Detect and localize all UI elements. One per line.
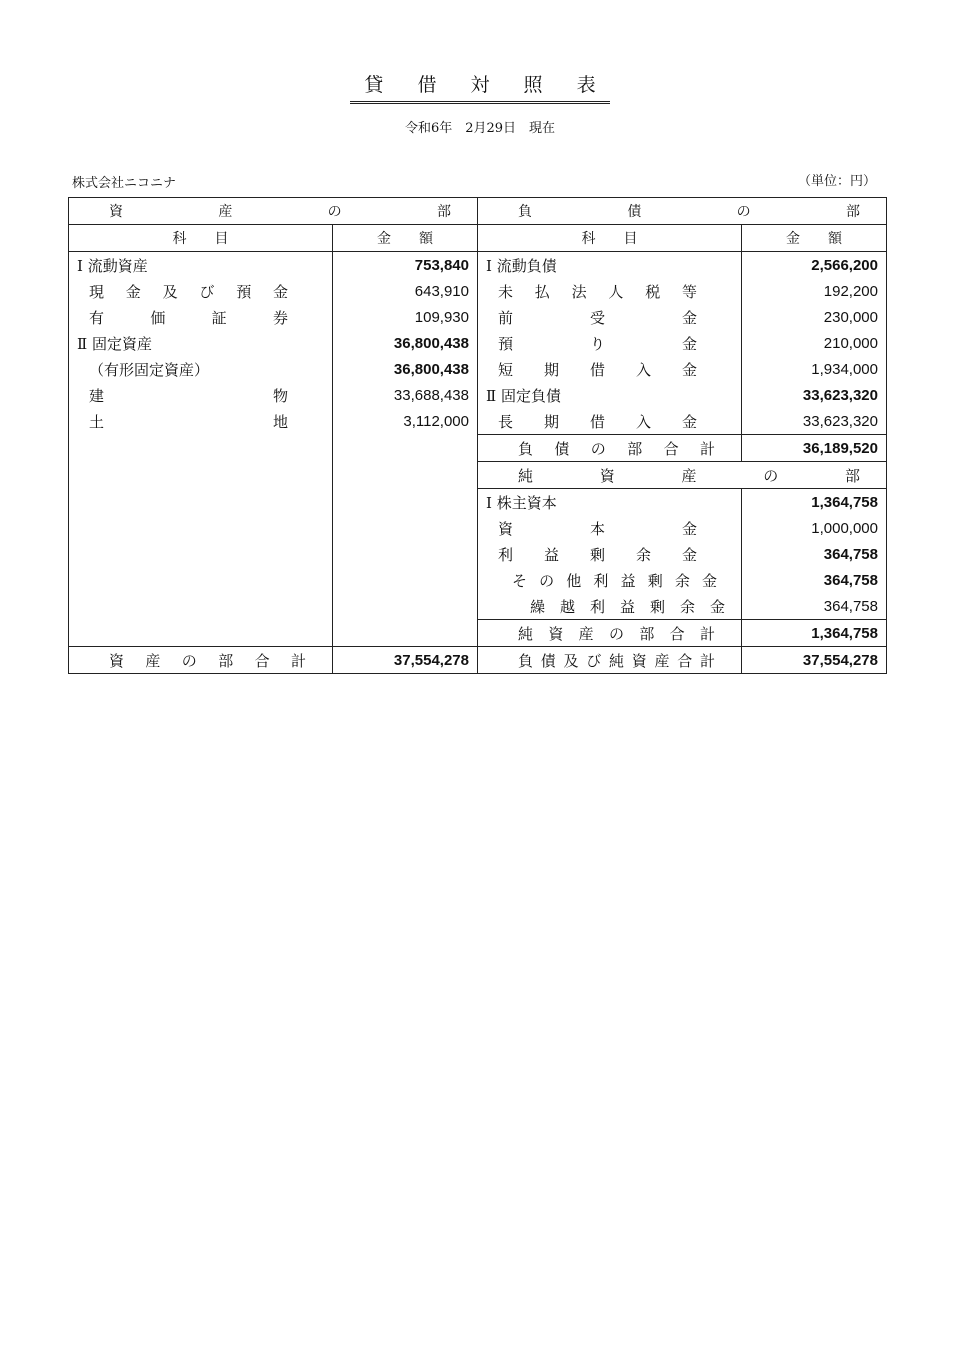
- table-row: [69, 541, 887, 567]
- asset-label: 建 物: [69, 382, 333, 408]
- column-header-row: [69, 225, 887, 252]
- unit-label: （単位：円）: [797, 174, 876, 189]
- table-row: [69, 252, 887, 279]
- table-row: [69, 489, 887, 516]
- net-asset-label: 利 益 剰 余 金: [478, 541, 742, 567]
- assets-subject-header: 科 目: [69, 225, 333, 252]
- table-row: [69, 567, 887, 593]
- liabilities-subject-header: 科 目: [478, 225, 742, 252]
- asset-amount: 643,910: [333, 278, 478, 304]
- asset-label: （有形固定資産）: [69, 356, 333, 382]
- asset-label: 有 価 証 券: [69, 304, 333, 330]
- asset-amount: 36,800,438: [333, 356, 478, 382]
- assets-total-amount: 37,554,278: [333, 647, 478, 674]
- table-row: [69, 462, 887, 489]
- assets-total-label: 資 産 の 部 合 計: [69, 647, 333, 674]
- assets-amount-header: 金 額: [333, 225, 478, 252]
- net-asset-label: 資 本 金: [478, 515, 742, 541]
- liability-amount: 33,623,320: [742, 382, 887, 408]
- as-of-date: 令和6年 2月29日 現在: [404, 121, 556, 136]
- liability-amount: 192,200: [742, 278, 887, 304]
- table-row: [69, 382, 887, 408]
- net-asset-amount: 364,758: [742, 567, 887, 593]
- liability-label: 前 受 金: [478, 304, 742, 330]
- asset-label: Ⅱ 固定資産: [69, 330, 333, 356]
- liability-amount: 33,623,320: [742, 408, 887, 435]
- liabilities-total-amount: 36,189,520: [742, 435, 887, 462]
- assets-section-header: 資 産 の 部: [69, 198, 478, 225]
- net-assets-total-amount: 1,364,758: [742, 620, 887, 647]
- table-row: [69, 435, 887, 462]
- asset-label: 土 地: [69, 408, 333, 435]
- asset-amount: 3,112,000: [333, 408, 478, 435]
- asset-label: Ⅰ 流動資産: [69, 252, 333, 279]
- asset-amount: 36,800,438: [333, 330, 478, 356]
- balance-sheet-table: [68, 197, 887, 674]
- asset-amount: 109,930: [333, 304, 478, 330]
- net-asset-amount: 364,758: [742, 541, 887, 567]
- liabilities-total-label: 負 債 の 部 合 計: [478, 435, 742, 462]
- liability-label: 未 払 法 人 税 等: [478, 278, 742, 304]
- liability-label: 預 り 金: [478, 330, 742, 356]
- net-asset-amount: 1,000,000: [742, 515, 887, 541]
- asset-label: 現 金 及 び 預 金: [69, 278, 333, 304]
- liabilities-section-header: 負 債 の 部: [478, 198, 887, 225]
- table-row: [69, 330, 887, 356]
- liability-label: Ⅰ 流動負債: [478, 252, 742, 279]
- liability-amount: 2,566,200: [742, 252, 887, 279]
- liability-amount: 230,000: [742, 304, 887, 330]
- table-row: [69, 515, 887, 541]
- asset-amount: 753,840: [333, 252, 478, 279]
- company-name: 株式会社ニコニナ: [72, 176, 177, 191]
- table-row: [69, 593, 887, 620]
- net-assets-total-label: 純 資 産 の 部 合 計: [478, 620, 742, 647]
- liability-label: 短 期 借 入 金: [478, 356, 742, 382]
- grand-total-amount: 37,554,278: [742, 647, 887, 674]
- table-row: [69, 408, 887, 435]
- net-asset-label: そ の 他 利 益 剰 余 金: [478, 567, 742, 593]
- net-asset-label: 繰 越 利 益 剰 余 金: [478, 593, 742, 620]
- liability-label: Ⅱ 固定負債: [478, 382, 742, 408]
- table-row: [69, 278, 887, 304]
- liability-label: 長 期 借 入 金: [478, 408, 742, 435]
- liability-amount: 210,000: [742, 330, 887, 356]
- table-row: [69, 620, 887, 647]
- net-asset-amount: 364,758: [742, 593, 887, 620]
- total-row: [69, 647, 887, 674]
- net-asset-amount: 1,364,758: [742, 489, 887, 516]
- net-assets-section-header: 純 資 産 の 部: [478, 462, 887, 489]
- table-row: [69, 304, 887, 330]
- table-row: [69, 356, 887, 382]
- liability-amount: 1,934,000: [742, 356, 887, 382]
- asset-amount: 33,688,438: [333, 382, 478, 408]
- grand-total-label: 負債及び純資産合計: [478, 647, 742, 674]
- section-header-row: [69, 198, 887, 225]
- net-asset-label: Ⅰ 株主資本: [478, 489, 742, 516]
- liabilities-amount-header: 金 額: [742, 225, 887, 252]
- document-title: 貸 借 対 照 表: [0, 70, 960, 104]
